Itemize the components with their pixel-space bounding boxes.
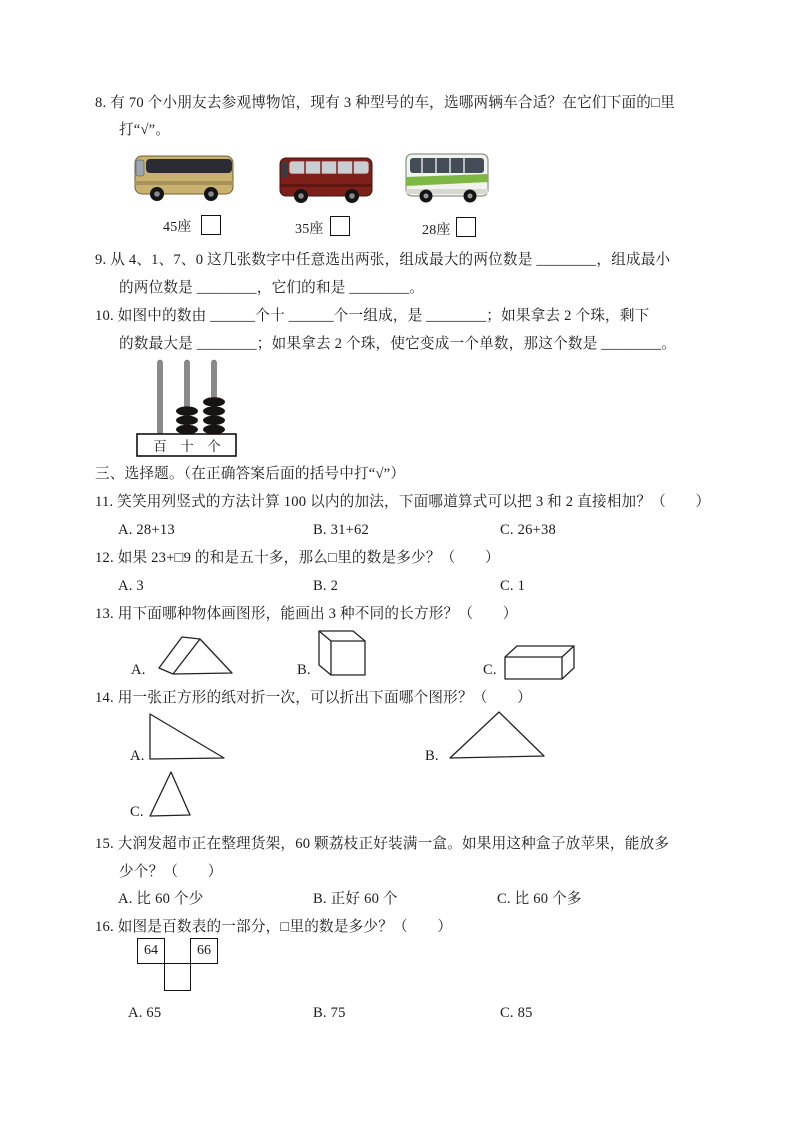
bus-45-checkbox[interactable]: [201, 215, 221, 235]
bus-window-band: [146, 159, 232, 173]
bus-35-label: 35座: [295, 222, 324, 237]
abacus-beads-tens: [176, 406, 198, 434]
q13-text: 13. 用下面哪种物体画图形，能画出 3 种不同的长方形？（ ）: [95, 606, 518, 622]
q16-cell-value: 64: [144, 943, 158, 958]
right-triangle-figure: [147, 711, 227, 763]
abacus-label-tens: 十: [180, 439, 194, 454]
bus-stripe: [135, 181, 233, 185]
q14-label-c: C.: [130, 804, 144, 820]
bus-45-label: 45座: [163, 220, 192, 235]
abacus-figure: [135, 356, 240, 457]
q16-grid-answer-cell[interactable]: [164, 963, 191, 991]
q15-option-c: C. 比 60 个多: [497, 891, 582, 907]
q16-option-b: B. 75: [313, 1005, 346, 1021]
cuboid-figure: [502, 643, 578, 683]
q13-label-c: C.: [483, 662, 497, 678]
cube-figure: [316, 628, 368, 680]
bus-35-image: [276, 151, 376, 207]
q12-option-c: C. 1: [500, 578, 526, 594]
q9-text-line1: 9. 从 4、1、7、0 这几张数字中任意选出两张，组成最大的两位数是 ________，组成最小: [95, 252, 671, 268]
q16-grid-cell-66: [190, 938, 218, 964]
q12-text: 12. 如果 23+□9 的和是五十多，那么□里的数是多少？（ ）: [95, 550, 500, 566]
q15-option-a: A. 比 60 个少: [118, 891, 204, 907]
q12-option-b: B. 2: [313, 578, 339, 594]
abacus-rod-hundreds: [158, 360, 163, 435]
abacus-label-hundreds: 百: [153, 439, 167, 454]
bus-window-band: [289, 161, 369, 174]
q15-text-line1: 15. 大润发超市正在整理货架，60 颗荔枝正好装满一盒。如果用这种盒子放苹果，能放多: [95, 836, 670, 852]
q13-label-b: B.: [297, 662, 311, 678]
bus-28-image: [402, 149, 492, 207]
bus-35-checkbox[interactable]: [330, 216, 350, 236]
q12-option-a: A. 3: [118, 578, 144, 594]
q10-text-line2: 的数最大是 ________；如果拿去 2 个珠，使它变成一个单数，那这个数是 ________。: [119, 336, 677, 352]
q8-text-line1: 8. 有 70 个小朋友去参观博物馆，现有 3 种型号的车，选哪两辆车合适？在它们下面的□里: [95, 95, 675, 111]
acute-triangle-figure: [447, 709, 547, 761]
bus-28-checkbox[interactable]: [456, 217, 476, 237]
bus-windshield: [136, 160, 144, 176]
q16-option-a: A. 65: [128, 1005, 162, 1021]
q11-option-a: A. 28+13: [118, 522, 175, 538]
narrow-triangle-figure: [147, 769, 193, 819]
bus-windshield: [281, 162, 288, 177]
bus-28-label: 28座: [422, 223, 451, 238]
triangular-prism-figure: [153, 627, 238, 679]
q14-label-a: A.: [130, 748, 145, 764]
q16-option-c: C. 85: [500, 1005, 533, 1021]
q14-label-b: B.: [425, 748, 439, 764]
bus-45-image: [131, 150, 237, 204]
q15-option-b: B. 正好 60 个: [313, 891, 398, 907]
q15-text-line2: 少个？（ ）: [119, 864, 223, 880]
q16-grid-cell-64: [137, 938, 165, 964]
abacus-beads-ones: [203, 397, 225, 434]
q10-text-line1: 10. 如图中的数由 ______个十 ______个一组成，是 ________；如果拿去 2 个珠，剩下: [95, 308, 650, 324]
bus-window-band: [410, 158, 484, 173]
q11-option-c: C. 26+38: [500, 522, 557, 538]
q16-cell-value: 66: [197, 943, 211, 958]
q13-label-a: A.: [131, 662, 146, 678]
bus-stripe: [280, 184, 372, 187]
q11-text: 11. 笑笑用列竖式的方法计算 100 以内的加法，下面哪道算式可以把 3 和 2 直接相加？（ ）: [95, 494, 711, 510]
section3-heading: 三、选择题。（在正确答案后面的括号中打“√”）: [95, 466, 406, 482]
q11-option-b: B. 31+62: [313, 522, 370, 538]
abacus-label-ones: 个: [207, 439, 221, 454]
q8-text-line2: 打“√”。: [119, 122, 171, 138]
q16-text: 16. 如图是百数表的一部分，□里的数是多少？（ ）: [95, 919, 453, 935]
q9-text-line2: 的两位数是 ________，它们的和是 ________。: [119, 280, 425, 296]
q14-text: 14. 用一张正方形的纸对折一次，可以折出下面哪个图形？（ ）: [95, 690, 532, 706]
